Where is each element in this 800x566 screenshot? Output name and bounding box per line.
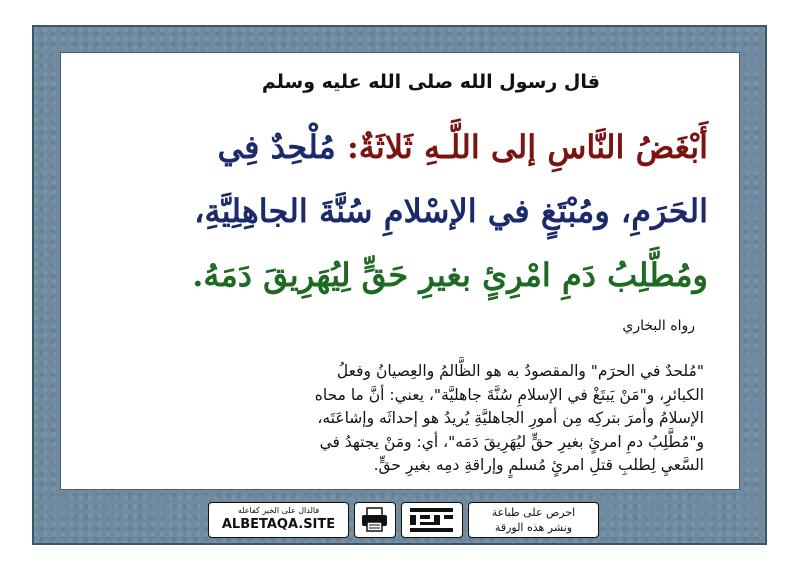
site-link-box[interactable] [208, 502, 349, 538]
note-line-1: احرص على طباعة [491, 506, 576, 519]
site-url[interactable]: ALBETAQA.SITE [221, 517, 336, 532]
print-share-note [468, 502, 599, 538]
explanation-line-1: "مُلحدٌ في الحرَم" والمقصودُ به هو الظَّالمُ والعِصيانُ وفعلُ [336, 362, 704, 380]
hadith-text [98, 115, 708, 307]
hadith-line-2: الحَرَمِ، ومُبْتَغٍ في الإسْلامِ سُنَّةَ الجاهِلِيَّةِ، [194, 192, 708, 230]
footer [208, 502, 598, 538]
page-title: قال رسول الله صلى الله عليه وسلم [261, 71, 600, 93]
hadith-line-3: ومُطَّلِبُ دَمِ امْرِئٍ بغيرِ حَقٍّ لِيُهَرِيقَ دَمَهُ. [192, 256, 708, 294]
explanation-line-4: و"مُطَّلِبُ دمِ امرئٍ بغيرِ حقٍّ ليُهَرِيقَ دَمَه"، أي: ومَنْ يجتهدُ في [319, 432, 704, 451]
printer-icon[interactable] [354, 502, 396, 538]
narrator: رواه البخاري [622, 318, 695, 334]
note-line-2: ونشر هذه الورقة [494, 521, 573, 534]
hadith-line-1-blue: مُلْحِدٌ فِي [217, 128, 336, 166]
dawah-paper-logo [401, 502, 463, 538]
explanation [92, 360, 704, 478]
hadith-line-1 [98, 115, 708, 179]
explanation-line-5: السَّعيِ لِطلبِ قتلِ امرئٍ مُسلمٍ وإراقةِ دمِه بغيرِ حقٍّ. [373, 456, 704, 474]
explanation-line-2: الكبائرِ، و"مَنْ يَبتَغْ في الإسلامِ سُنَّةَ جاهليَّة"، يعني: أنَّ ما محاه [314, 385, 704, 404]
hadith-line-1-red: أَبْغَضُ النَّاسِ إلى اللَّـهِ ثَلاثَةٌ: [346, 128, 708, 166]
site-tagline: فالدال على الخير كفاعله [237, 506, 320, 515]
explanation-line-3: الإسلامُ وأمرَ بتركِه مِن أمورِ الجاهليَّةِ يُريدُ هو إحداثَه وإشاعَتَه، [317, 409, 704, 427]
